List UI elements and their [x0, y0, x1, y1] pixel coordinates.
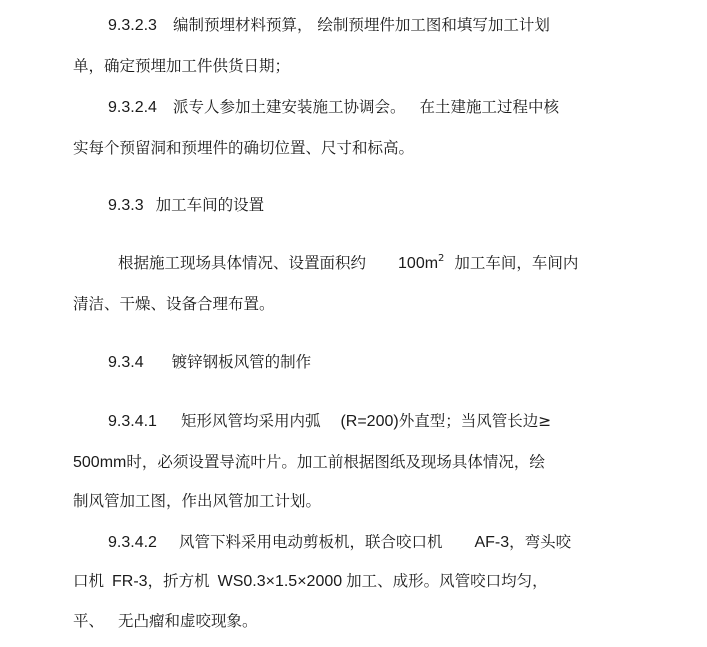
paragraph-9-3-2-3-line-1	[108, 14, 550, 37]
paragraph-text: 平、	[73, 612, 105, 630]
paragraph-9-3-4-2-line-1	[108, 531, 571, 554]
paragraph-9-3-4-2-line-3	[73, 610, 258, 632]
paragraph-text: ，折方机	[147, 572, 210, 590]
section-number: 9.3.4	[108, 354, 144, 371]
section-number: 9.3.2.4	[108, 99, 157, 116]
section-title: 加工车间的设置	[155, 196, 265, 214]
paragraph-9-3-4-2-line-2	[73, 570, 548, 593]
workshop-paragraph-line-2: 清洁、干燥、设备合理布置。	[73, 295, 275, 313]
paragraph-text: 加工车间，车间内	[454, 254, 579, 272]
section-number: 9.3.3	[108, 197, 144, 214]
paragraph-text: 在土建施工过程中核	[419, 98, 559, 116]
area-superscript: 2	[438, 253, 445, 264]
paragraph-text: 矩形风管均采用内弧	[180, 412, 321, 430]
machine-model: AF-3	[474, 534, 510, 551]
paragraph-text: ，弯头咬	[509, 533, 572, 551]
paragraph-text: 加工、成形。风管咬口均匀，	[346, 572, 548, 590]
paragraph-text: 风管下料采用电动剪板机，联合咬口机	[178, 533, 443, 551]
machine-model: FR-3	[112, 573, 148, 590]
section-heading-9-3-4	[108, 351, 311, 374]
paragraph-text: 无凸瘤和虚咬现象。	[118, 612, 258, 630]
paragraph-text: 派专人参加土建安装施工协调会。	[172, 98, 406, 116]
paragraph-9-3-4-1-line-1	[108, 410, 551, 433]
section-heading-9-3-3	[108, 194, 264, 217]
paragraph-text: 根据施工现场具体情况、设置面积约	[118, 254, 367, 272]
paragraph-text: 口机	[73, 572, 105, 590]
radius-spec: (R=200)	[340, 413, 399, 430]
paragraph-text: 外直型；当风管长边≥	[398, 412, 552, 430]
paragraph-9-3-2-4-line-1	[108, 96, 559, 119]
paragraph-9-3-2-3-line-2: 单，确定预埋加工件供货日期；	[73, 57, 291, 75]
workshop-paragraph-line-1	[118, 252, 578, 275]
machine-spec: WS0.3×1.5×2000	[217, 573, 343, 590]
section-title: 镀锌钢板风管的制作	[171, 353, 312, 371]
paragraph-9-3-4-1-line-2	[73, 451, 545, 474]
area-value: 100m	[398, 255, 439, 272]
section-number: 9.3.2.3	[108, 17, 157, 34]
paragraph-text: 时，必须设置导流叶片。加工前根据图纸及现场具体情况，绘	[126, 453, 545, 471]
section-number: 9.3.4.1	[108, 413, 157, 430]
paragraph-9-3-2-4-line-2: 实每个预留洞和预埋件的确切位置、尺寸和标高。	[73, 139, 415, 157]
paragraph-text: 编制预埋材料预算， 绘制预埋件加工图和填写加工计划	[172, 16, 550, 34]
paragraph-9-3-4-1-line-3: 制风管加工图，作出风管加工计划。	[73, 492, 322, 510]
section-number: 9.3.4.2	[108, 534, 157, 551]
length-spec: 500mm	[73, 454, 127, 471]
